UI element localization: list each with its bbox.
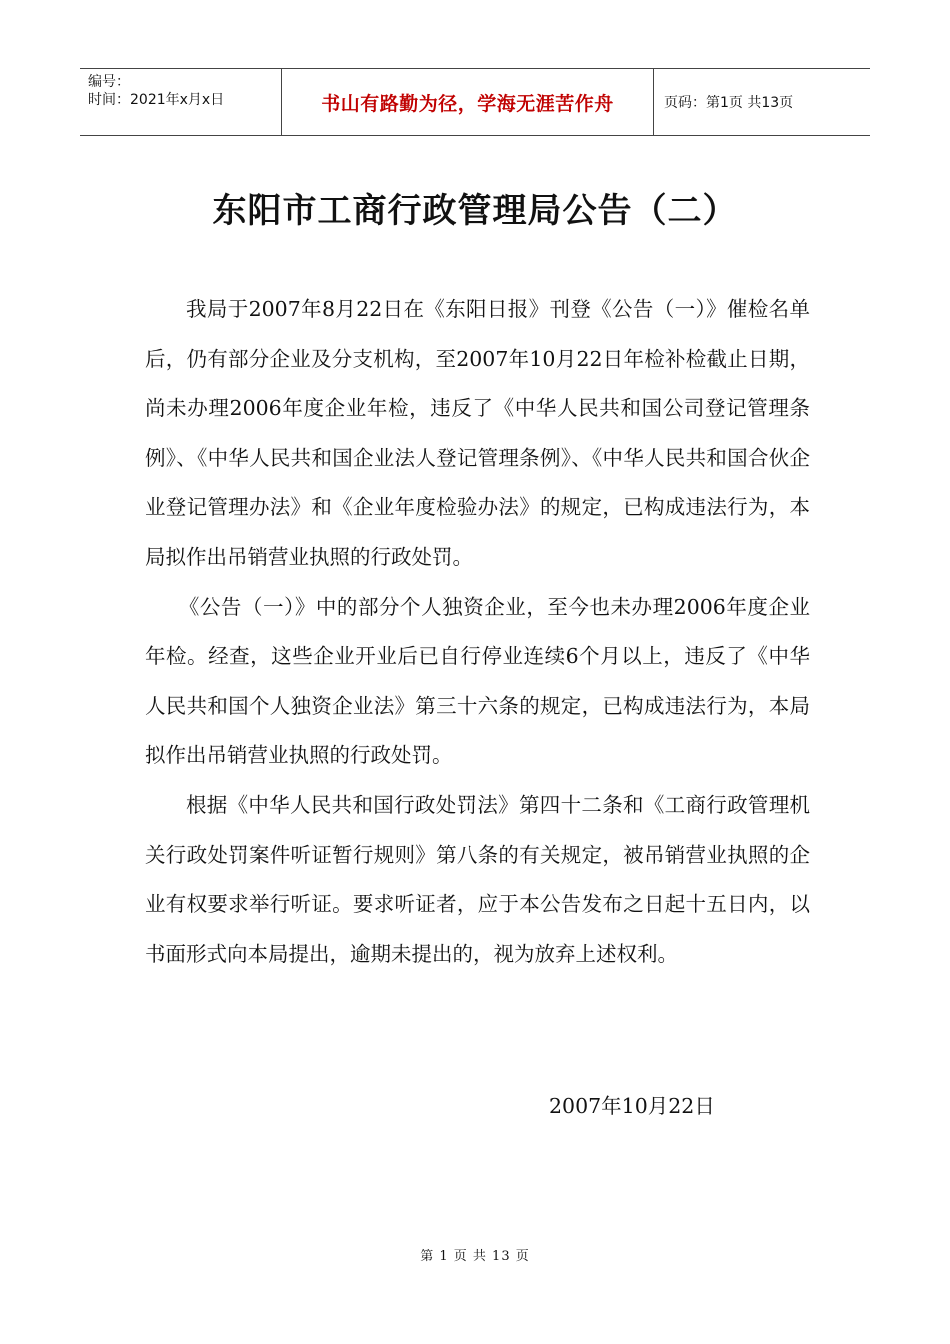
header-motto: 书山有路勤为径，学海无涯苦作舟 [282,69,654,135]
page-header [80,68,870,136]
document-body [145,285,810,979]
header-info-cell [80,69,282,135]
page-footer: 第 1 页 共 13 页 [420,1249,530,1264]
paragraph-2: 《公告（一）》中的部分个人独资企业，至今也未办理2006年度企业年检。经查，这些企业开业后已自行停业连续6个月以上，违反了《中华人民共和国个人独资企业法》第三十六条的规定，已构成违法行为，本局拟作出吊销营业执照的行政处罚。 [145,594,810,768]
time-label: 时间：2021年x月x日 [88,92,225,108]
document-date: 2007年10月22日 [549,1094,715,1118]
paragraph-1: 我局于2007年8月22日在《东阳日报》刊登《公告（一）》催检名单后，仍有部分企业及分支机构，至2007年10月22日年检补检截止日期，尚未办理2006年度企业年检，违反了《中华人民共和国公司登记管理条例》、《中华人民共和国企业法人登记管理条例》、《中华人民共和国合伙企业登记管理办法》和《企业年度检验办法》的规定，已构成违法行为，本局拟作出吊销营业执照的行政处罚。 [145,297,810,569]
document-title: 东阳市工商行政管理局公告（二） [212,191,738,231]
paragraph-3: 根据《中华人民共和国行政处罚法》第四十二条和《工商行政管理机关行政处罚案件听证暂行规则》第八条的有关规定，被吊销营业执照的企业有权要求举行听证。要求听证者，应于本公告发布之日起十五日内，以书面形式向本局提出，逾期未提出的，视为放弃上述权利。 [145,792,810,966]
code-label: 编号： [88,74,130,90]
header-page-info: 页码：第1页 共13页 [664,95,794,111]
